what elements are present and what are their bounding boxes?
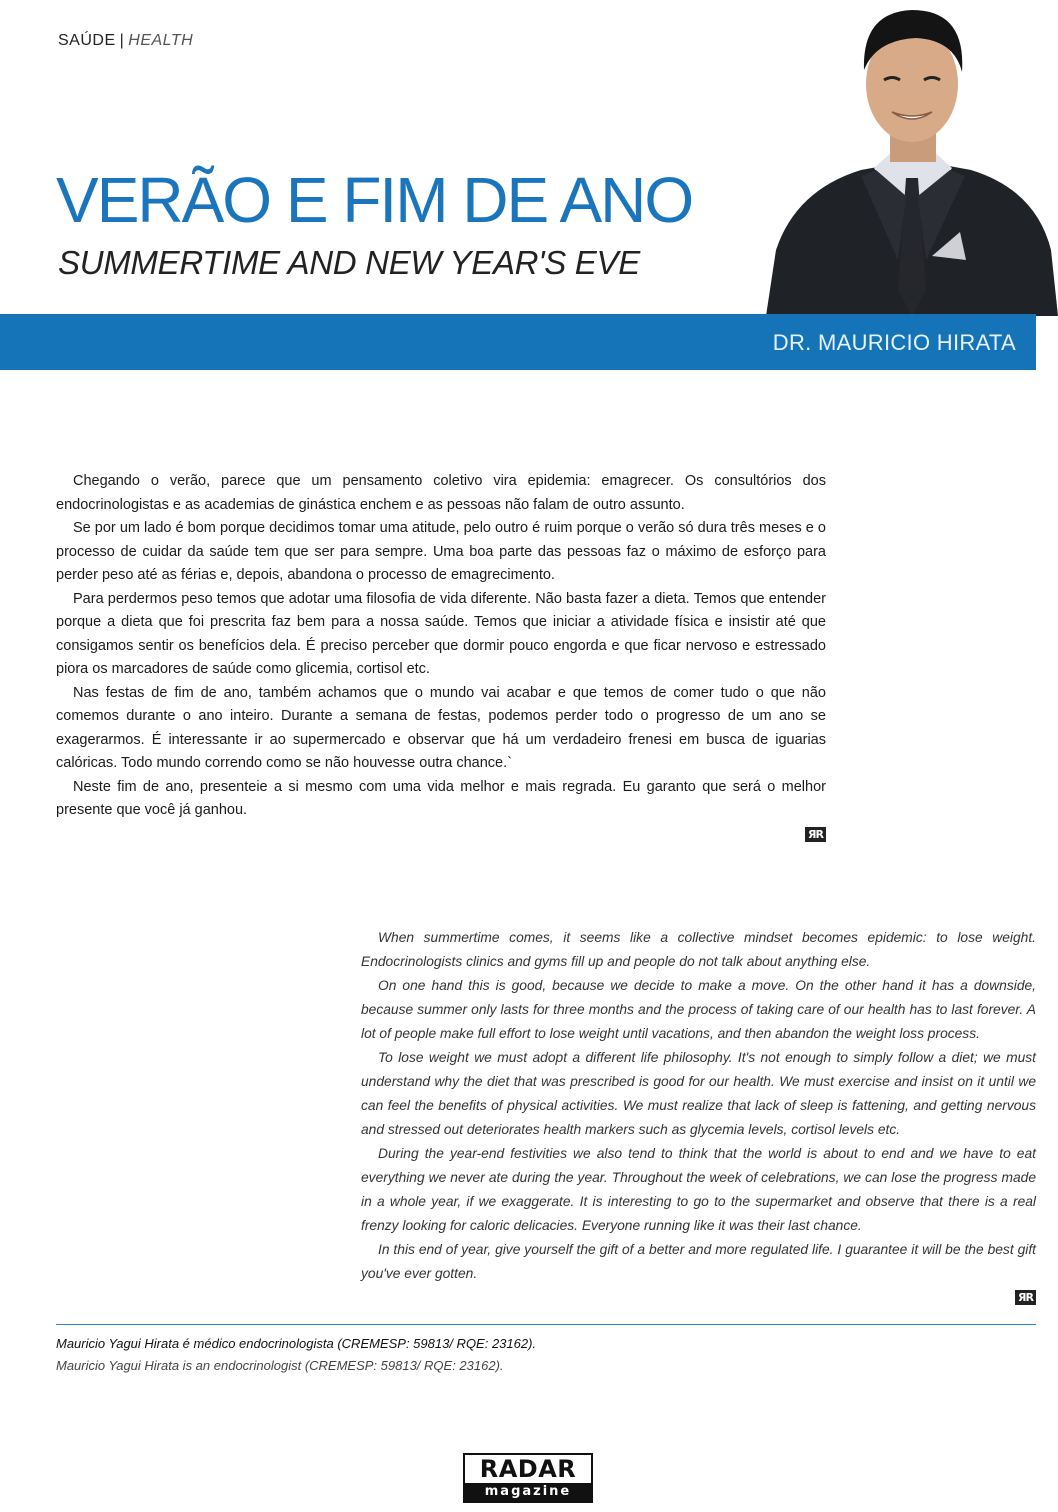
paragraph-pt-2: Se por um lado é bom porque decidimos tomar uma atitude, pelo outro é ruim porque o verão só dura três meses e o processo de cuidar da saúde tem que ser para sempre. Uma boa parte das pessoas faz o máximo de esforço para perder peso até as férias e, depois, abandona o processo de emagrecimento. [56, 520, 826, 583]
author-bio-pt: Mauricio Yagui Hirata é médico endocrinologista (CREMESP: 59813/ RQE: 23162). [56, 1336, 537, 1351]
author-name: DR. MAURICIO HIRATA [772, 330, 1016, 355]
article-title-pt: VERÃO E FIM DE ANO [56, 164, 693, 236]
author-band [0, 314, 1036, 370]
paragraph-en-1: When summertime comes, it seems like a collective mindset becomes epidemic: to lose weight. Endocrinologists clinics and gyms fill up and people do not talk about anything else. [361, 930, 1036, 969]
paragraph-pt-3: Para perdermos peso temos que adotar uma filosofia de vida diferente. Não basta fazer a dieta. Temos que entender porque a dieta que foi prescrita faz bem para a nossa saúde. Temos que iniciar a atividade física e insistir até que consigamos sentir os benefícios dela. É preciso perceber que dormir pouco engorda e que ficar nervoso e estressado piora os marcadores de saúde como glicemia, cortisol etc. [56, 590, 826, 677]
section-tag [58, 32, 193, 50]
section-label-pt: SAÚDE [58, 32, 116, 49]
paragraph-en-2: On one hand this is good, because we decide to make a move. On the other hand it has a downside, because summer only lasts for three months and the process of taking care of our health has to last forever. A lot of people make full effort to lose weight until vacations, and then abandon the weight loss process. [361, 978, 1036, 1041]
logo-wordmark: RADAR [479, 1455, 577, 1483]
paragraph-pt-1: Chegando o verão, parece que um pensamento coletivo vira epidemia: emagrecer. Os consultórios dos endocrinologistas e as academias de ginástica enchem e as pessoas não falam de outro assunto. [56, 473, 826, 513]
paragraph-en-3: To lose weight we must adopt a different life philosophy. It's not enough to simply follow a diet; we must understand why the diet that was prescribed is good for our health. We must exercise and insist on it until we can feel the benefits of physical activities. We must realize that lack of sleep is fattening, and getting nervous and stressed out deteriorates health markers such as glycemia levels, cortisol levels etc. [361, 1050, 1036, 1137]
section-separator: | [119, 32, 125, 49]
article-body-pt [56, 470, 826, 842]
logo-subtitle: magazine [465, 1483, 591, 1501]
author-bio-en: Mauricio Yagui Hirata is an endocrinologist (CREMESP: 59813/ RQE: 23162). [56, 1358, 504, 1373]
paragraph-pt-4: Nas festas de fim de ano, também achamos que o mundo vai acabar e que temos de comer tudo o que não comemos durante o ano inteiro. Durante a semana de festas, podemos perder todo o progresso de um ano se exagerarmos. É interessante ir ao supermercado e observar que há um verdadeiro frenesi em busca de iguarias calóricas. Todo mundo correndo como se não houvesse outra chance.` [56, 684, 826, 771]
end-mark-en: ЯR [1015, 1290, 1036, 1305]
author-portrait-icon [766, 0, 1058, 316]
paragraph-en-4: During the year-end festivities we also tend to think that the world is about to end and we have to eat everything we never ate during the year. Throughout the week of celebrations, we can lose the progress made in a whole year, if we exaggerate. It is interesting to go to the supermarket and observe that there is a real frenzy looking for caloric delicacies. Everyone running like it was their last chance. [361, 1146, 1036, 1233]
radar-magazine-logo [463, 1453, 593, 1503]
section-label-en: HEALTH [128, 32, 194, 49]
bio-divider [56, 1324, 1036, 1325]
end-mark-pt: ЯR [805, 827, 826, 842]
paragraph-pt-5: Neste fim de ano, presenteie a si mesmo com uma vida melhor e mais regrada. Eu garanto que será o melhor presente que você já ganhou. [56, 778, 826, 818]
paragraph-en-5: In this end of year, give yourself the gift of a better and more regulated life. I guarantee it will be the best gift you've ever gotten. [361, 1242, 1036, 1281]
article-body-en [361, 926, 1036, 1305]
article-title-en: SUMMERTIME AND NEW YEAR'S EVE [58, 244, 640, 281]
